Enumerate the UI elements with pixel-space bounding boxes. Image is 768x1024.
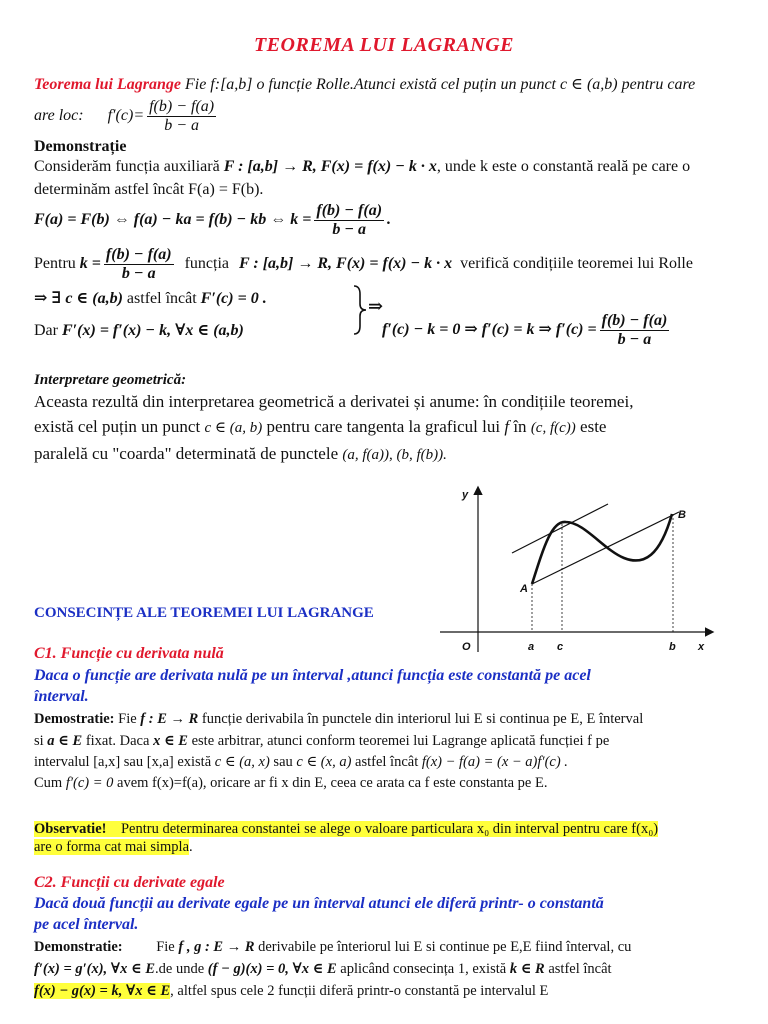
c2-demo-label: Demonstratie: [34, 939, 123, 955]
demo-line-2: determinăm astfel încât F(a) = F(b). [34, 181, 264, 198]
c1-statement-2: înterval. [34, 688, 89, 705]
c1-l4b: avem f(x)=f(a), oricare ar fi x din E, ceea ce arata ca f este constanta pe E. [117, 775, 548, 791]
theorem-fc: f′(c)= [107, 107, 145, 125]
demo-heading: Demonstrație [34, 138, 127, 155]
c2-l1b: derivabile pe înteriorul lui E si continue pe E,E fiind înterval, cu [258, 939, 632, 955]
geom-l2c: în [513, 417, 527, 436]
dar-math: F′(x) = f′(x) − k, ∀x ∈ (a,b) [61, 322, 244, 339]
fraction-denominator: b − a [121, 265, 156, 282]
c1-demo-line-1 [34, 708, 643, 730]
fraction-denominator: b − a [164, 117, 199, 134]
functia-text: funcția [184, 255, 229, 273]
demo-line-1 [34, 158, 690, 176]
fraction-numerator: f(b) − f(a) [105, 246, 172, 263]
c1-l4a: Cum [34, 775, 63, 791]
fraction-denominator: b − a [617, 331, 652, 348]
c1-l2a: si [34, 733, 44, 749]
geom-l2p: (c, f(c)) [530, 420, 576, 436]
c1-l2b: fixat. Daca [85, 733, 150, 749]
theorem-text: Fie f:[a,b] o funcție Rolle.Atunci există cel puțin un punct [184, 76, 556, 93]
c1-demo-line-4 [34, 772, 547, 794]
c1-demo-line-3 [34, 751, 568, 773]
c2-demo-line-2 [34, 958, 612, 980]
theorem-label: Teorema lui Lagrange [34, 76, 181, 93]
theorem-prefix: are loc: [34, 107, 84, 125]
pentru-text: Pentru [34, 255, 76, 273]
a-label: a [528, 641, 535, 653]
demo-equation: F(a) = F(b) ⇔ f(a) − ka = f(b) − kb ⇔ k = $\frac{f(b) - f(a)}{b - a}$ . [34, 202, 392, 238]
c2-l1a: Fie [156, 939, 175, 955]
c2-l1m: f , g : E → R [178, 939, 255, 955]
c1-title: C1. Funcție cu derivata nulă [34, 645, 224, 662]
c1-l3a: intervalul [a,x] sau [x,a] există [34, 754, 212, 770]
observation-label: Observatie! [34, 821, 107, 837]
tangent-line [512, 504, 608, 553]
implies-arrow: ⇒ [368, 296, 384, 316]
page-title: TEOREMA LUI LAGRANGE [253, 34, 515, 56]
c2-statement-1: Dacă două funcții au derivate egale pe un înterval atunci ele diferă printr- o constantă [34, 895, 604, 912]
c1-l1m: f : E → R [140, 711, 199, 727]
lagrange-graph [436, 480, 736, 665]
c1-l3b: sau [273, 754, 293, 770]
equation-fraction [314, 202, 384, 239]
verifica-text: verifică condițiile teoremei lui Rolle [460, 255, 693, 273]
origin-label: O [462, 641, 471, 653]
c2-l2b: aplicând consecința 1, există [340, 961, 507, 977]
demo-line-1-text: Considerăm funcția auxiliară [34, 158, 220, 175]
demo-conclusion [382, 312, 672, 349]
geom-l3a: paralelă cu "coarda" determinată de punctele [34, 444, 339, 463]
fraction-numerator: f(b) − f(a) [316, 202, 383, 219]
fraction-numerator: f(b) − f(a) [601, 312, 668, 329]
theorem-formula [34, 98, 219, 135]
fraction-denominator: b − a [332, 221, 367, 238]
c1-l1b: funcție derivabila în punctele din interiorul lui E si continua pe E, E înterval [201, 711, 644, 727]
c2-demo-line-3 [34, 980, 548, 1002]
theorem-point: c ∈ (a,b) pentru care [560, 76, 696, 93]
c1-l1a: Fie [118, 711, 137, 727]
geom-paragraph [34, 389, 734, 468]
c1-l3c: astfel încât [355, 754, 419, 770]
geom-l2a: există cel puțin un punct [34, 417, 201, 436]
c1-l2c: este arbitrar, atunci conform teoremei lui Lagrange aplicată funcției f pe [191, 733, 610, 749]
c2-l2a: .de unde [155, 961, 205, 977]
c2-demo-line-1 [34, 936, 631, 958]
c2-l2m2: (f − g)(x) = 0, ∀x ∈ E [207, 961, 337, 977]
theorem-fraction [147, 98, 216, 135]
c1-statement-1: Daca o funcție are derivata nulă pe un înterval ,atunci funcția este constantă pe acel [34, 667, 591, 684]
geom-line-2 [34, 414, 734, 441]
c2-title: C2. Funcții cu derivate egale [34, 874, 225, 891]
conclusion-fraction [600, 312, 670, 349]
observation-text-2: are o forma cat mai simpla [34, 839, 190, 855]
c1-l3m2: c ∈ (x, a) [296, 754, 352, 770]
c1-l3m3: f(x) − f(a) = (x − a)f′(c) . [421, 754, 568, 770]
dar-text: Dar [34, 322, 58, 339]
demo-line-1-tail: , unde k este o constantă reală pe care o [436, 158, 691, 175]
demo-exists-line [34, 288, 267, 308]
c-label: c [557, 641, 564, 653]
c2-l2m3: k ∈ R [509, 961, 545, 977]
c2-statement-2: pe acel înterval. [34, 916, 139, 933]
theorem-statement [34, 74, 695, 94]
geom-heading: Interpretare geometrică: [34, 372, 187, 388]
c1-l2m2: x ∈ E [153, 733, 188, 749]
b-label: b [669, 641, 676, 653]
c1-l2m: a ∈ E [47, 733, 83, 749]
conclusion-math: f′(c) − k = 0 ⇒ f′(c) = k ⇒ f′(c) = [382, 321, 597, 339]
geom-l2d: este [580, 417, 607, 436]
x-label: x [698, 641, 705, 653]
c2-l3m: f(x) − g(x) = k, ∀x ∈ E [34, 983, 171, 999]
geom-l2b: pentru care tangenta la graficul lui [266, 417, 501, 436]
observation-text-1: Pentru determinarea constantei se alege o valoare particulara x₀ din interval pentru care f(x₀) [120, 821, 659, 837]
equation-left: F(a) = F(b) ⇔ f(a) − ka = f(b) − kb ⇔ k = [34, 211, 312, 229]
functia-math: F : [a,b] → R, F(x) = f(x) − k · x [239, 255, 453, 273]
exists-condition: F′(c) = 0 . [200, 290, 267, 307]
demo-line-1-math: F : [a,b] → R, F(x) = f(x) − k · x [223, 158, 437, 175]
c1-demo-line-2 [34, 730, 609, 752]
geom-line-1: Aceasta rezultă din interpretarea geometrică a derivatei și anume: în condițiile teoremei, [34, 392, 634, 411]
demo-pentru-line [34, 246, 693, 283]
k-fraction [104, 246, 174, 283]
fraction-numerator: f(b) − f(a) [149, 98, 215, 115]
c2-l2c: astfel încât [548, 961, 612, 977]
geom-l3p: (a, f(a)), (b, f(b)). [342, 447, 447, 463]
observation-line-2: are o forma cat mai simpla. [34, 839, 193, 855]
exists-tail: astfel încât [126, 290, 197, 307]
exists-math: ⇒ ∃ c ∈ (a,b) [34, 290, 123, 307]
c1-l3m: c ∈ (a, x) [214, 754, 270, 770]
c1-demo-label: Demostratie: [34, 711, 115, 727]
k-eq: k = [79, 255, 101, 273]
point-a-label: A [520, 583, 528, 595]
c2-l3a: , altfel spus cele 2 funcții diferă printr-o constantă pe intervalul E [170, 983, 549, 999]
point-b-label: B [678, 509, 686, 521]
c1-l4m: f′(c) = 0 [65, 775, 114, 791]
demo-dar-line [34, 320, 244, 340]
geom-l2f: f [504, 417, 510, 436]
geom-line-3 [34, 441, 734, 468]
consequences-heading: CONSECINȚE ALE TEOREMEI LUI LAGRANGE [34, 605, 374, 621]
c2-l2m: f′(x) = g′(x), ∀x ∈ E [34, 961, 156, 977]
y-label: y [462, 489, 469, 501]
brace-icon [350, 284, 370, 336]
geom-l2m: c ∈ (a, b) [204, 420, 263, 436]
